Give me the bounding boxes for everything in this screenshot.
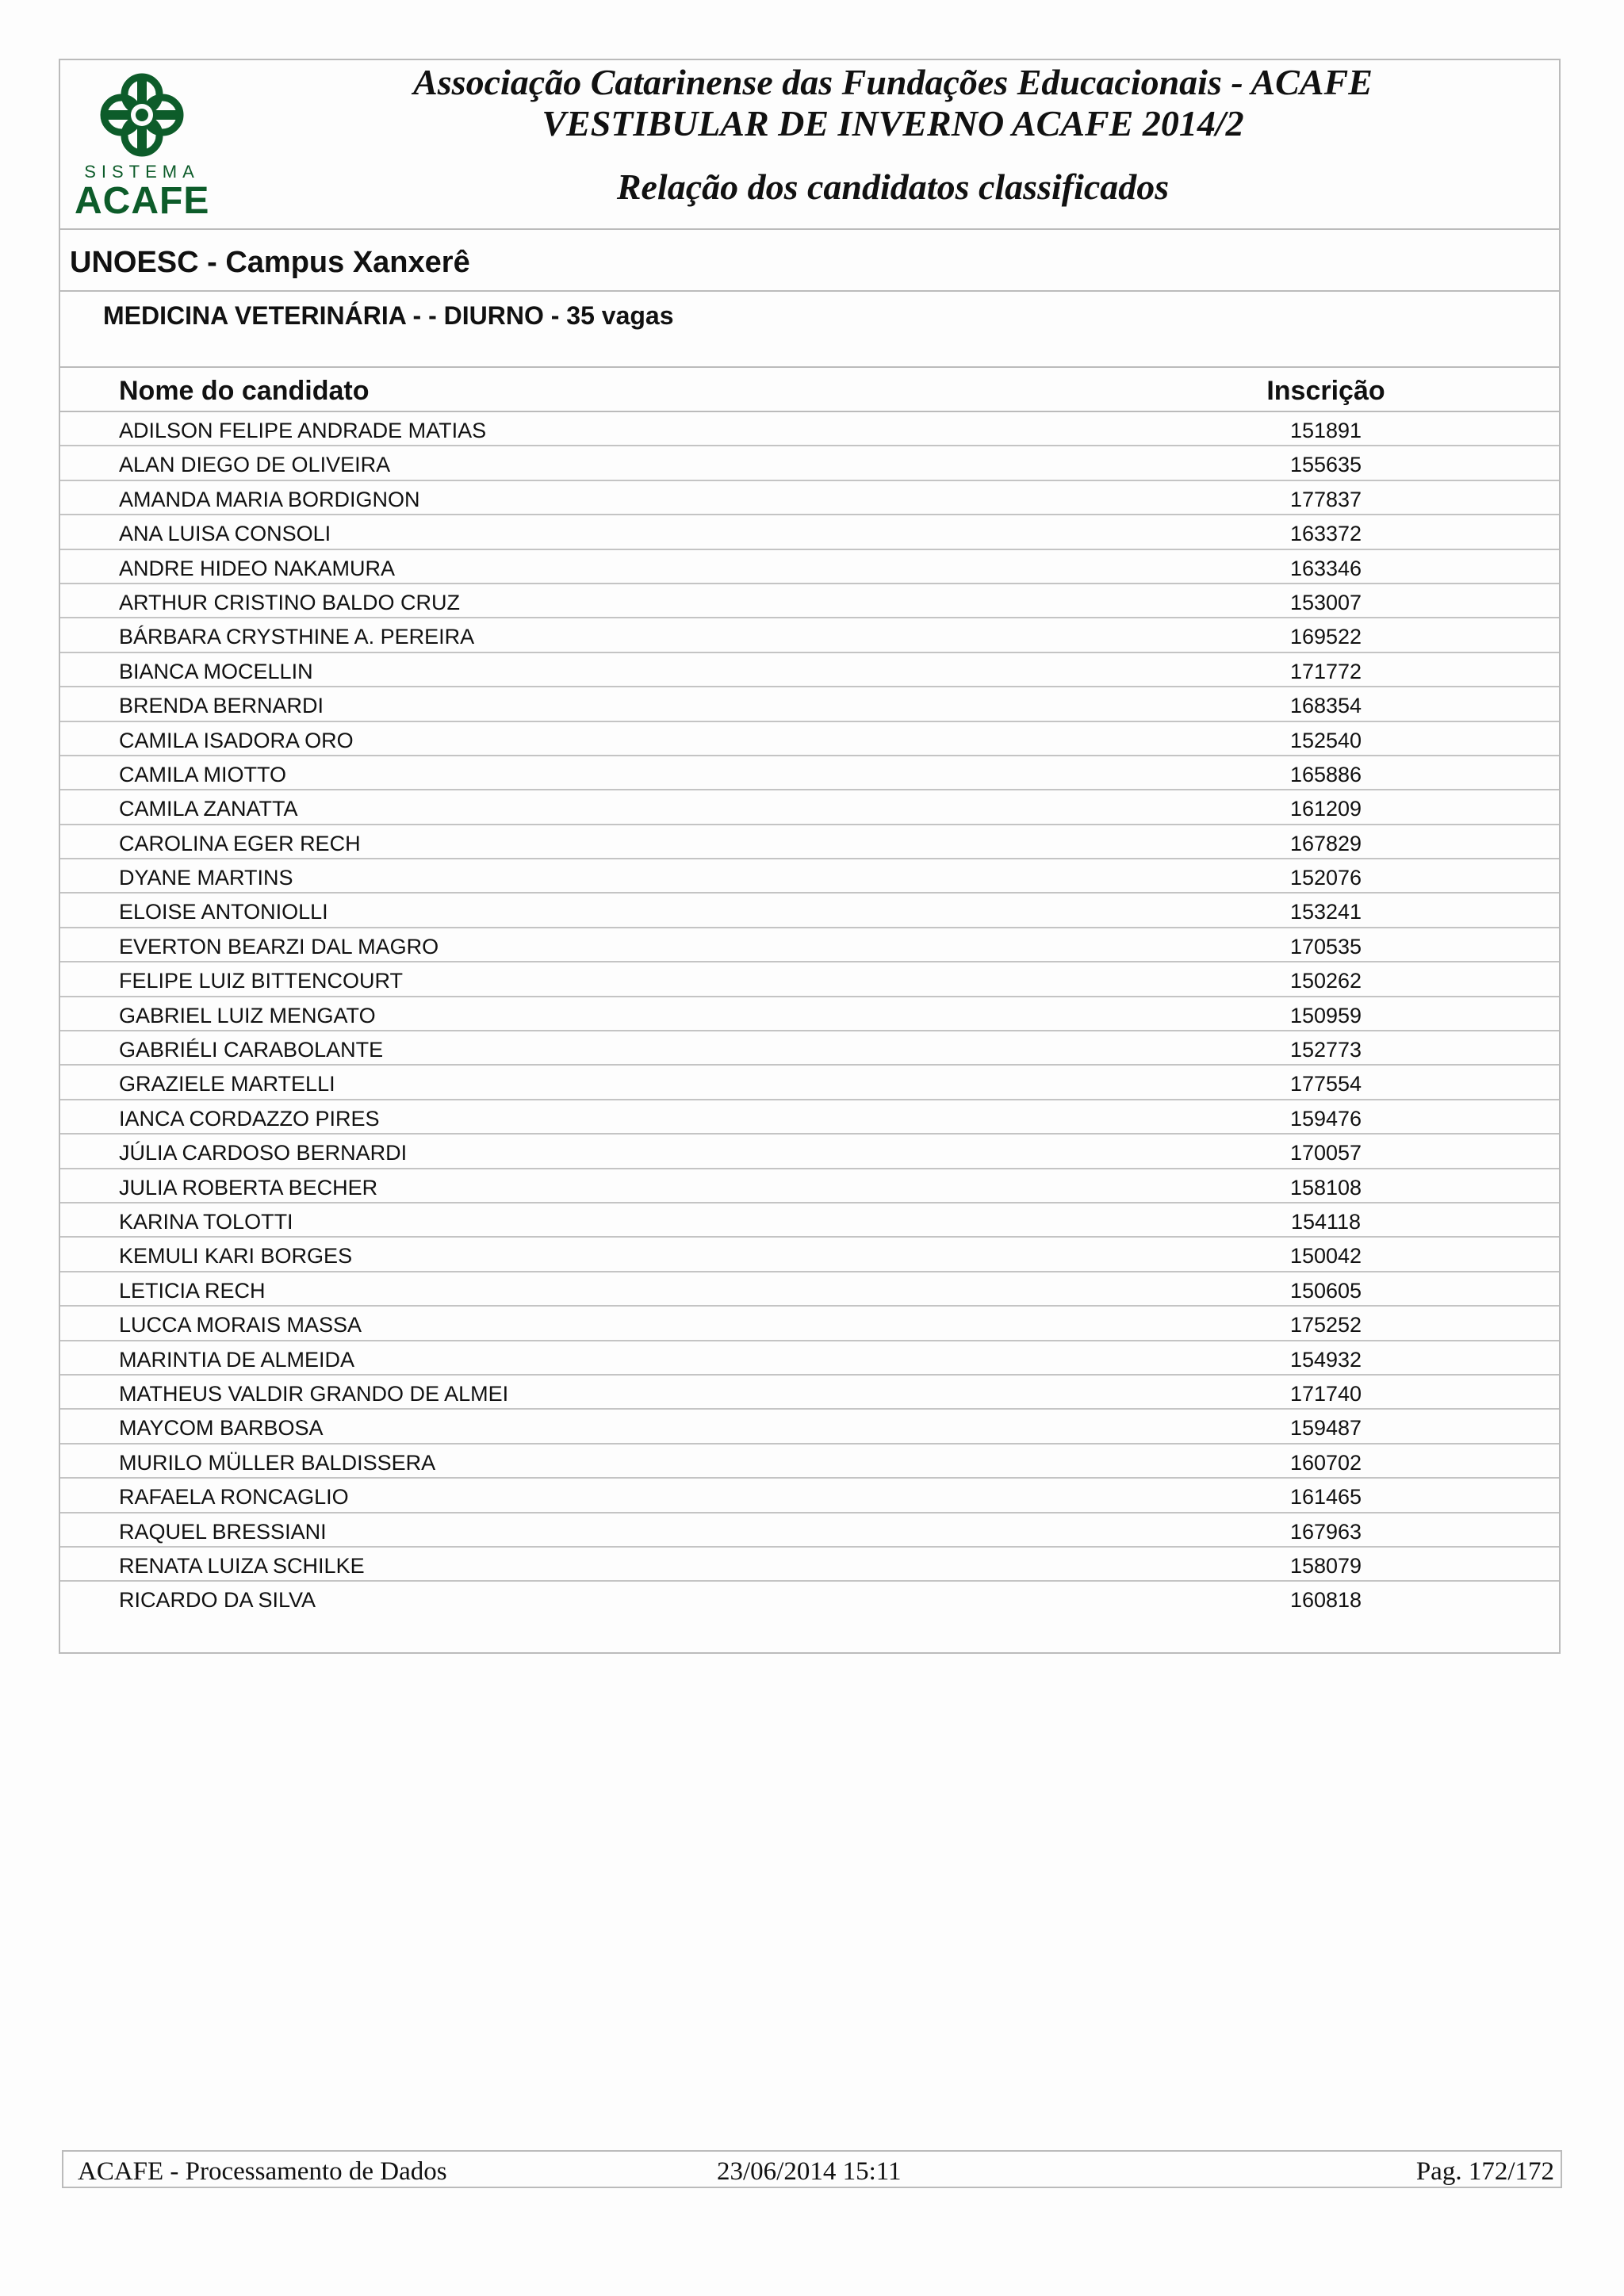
organization-title: Associação Catarinense das Fundações Educacionais - ACAFE — [413, 62, 1373, 102]
candidate-inscricao: 165886 — [1289, 762, 1362, 786]
candidate-name: CAROLINA EGER RECH — [119, 831, 361, 855]
table-row — [60, 1135, 1559, 1169]
candidate-name: KARINA TOLOTTI — [119, 1209, 293, 1234]
table-row — [60, 1169, 1559, 1203]
candidate-inscricao: 175252 — [1289, 1313, 1362, 1337]
table-row — [60, 859, 1559, 894]
table-row — [60, 825, 1559, 859]
table-row — [60, 962, 1559, 997]
table-row — [60, 1341, 1559, 1376]
candidate-inscricao: 163346 — [1289, 556, 1362, 580]
logo-acafe-text: ACAFE — [75, 180, 210, 222]
candidates-table-body — [60, 412, 1559, 1617]
candidate-name: GABRIÉLI CARABOLANTE — [119, 1038, 384, 1062]
candidate-name: FELIPE LUIZ BITTENCOURT — [119, 969, 404, 993]
table-row — [60, 1445, 1559, 1479]
candidate-inscricao: 171772 — [1289, 659, 1362, 683]
candidate-inscricao: 154932 — [1289, 1347, 1362, 1372]
table-row — [60, 1548, 1559, 1582]
candidate-name: RENATA LUIZA SCHILKE — [119, 1553, 365, 1578]
candidate-inscricao: 154118 — [1290, 1209, 1362, 1234]
table-row — [60, 446, 1559, 480]
table-row — [60, 687, 1559, 721]
table-row — [60, 894, 1559, 928]
table-row — [60, 412, 1559, 446]
candidate-name: CAMILA MIOTTO — [119, 762, 287, 786]
candidate-inscricao: 158079 — [1289, 1553, 1362, 1578]
candidate-name: ANA LUISA CONSOLI — [119, 522, 331, 546]
candidate-inscricao: 170057 — [1289, 1141, 1362, 1165]
candidate-inscricao: 150605 — [1289, 1278, 1362, 1303]
candidate-name: MURILO MÜLLER BALDISSERA — [119, 1450, 436, 1475]
candidate-inscricao: 161465 — [1289, 1485, 1362, 1510]
candidate-inscricao: 177837 — [1289, 487, 1362, 511]
table-row — [60, 1066, 1559, 1100]
candidate-name: GABRIEL LUIZ MENGATO — [119, 1003, 376, 1027]
table-row — [60, 1203, 1559, 1238]
candidate-inscricao: 169522 — [1289, 625, 1362, 649]
table-row — [60, 1479, 1559, 1513]
candidate-inscricao: 155635 — [1289, 453, 1362, 477]
candidate-name: DYANE MARTINS — [119, 866, 293, 890]
table-row — [60, 997, 1559, 1031]
candidate-inscricao: 161209 — [1289, 797, 1362, 821]
footer-page-number: Pag. 172/172 — [1415, 2157, 1554, 2186]
candidate-inscricao: 177554 — [1289, 1072, 1362, 1096]
table-row — [60, 1410, 1559, 1444]
table-row — [60, 1582, 1559, 1616]
campus-section — [60, 228, 1559, 292]
candidate-name: RAQUEL BRESSIANI — [119, 1519, 327, 1544]
candidate-inscricao: 160818 — [1289, 1588, 1362, 1613]
candidate-inscricao: 163372 — [1289, 522, 1362, 546]
candidate-inscricao: 152773 — [1289, 1038, 1362, 1062]
footer-source: ACAFE - Processamento de Dados — [78, 2157, 447, 2186]
page-footer — [62, 2150, 1562, 2188]
candidate-name: ELOISE ANTONIOLLI — [119, 900, 328, 924]
candidate-inscricao: 167829 — [1289, 831, 1362, 855]
table-row — [60, 1513, 1559, 1548]
candidate-name: MAYCOM BARBOSA — [119, 1416, 324, 1441]
candidate-name: IANCA CORDAZZO PIRES — [119, 1106, 380, 1131]
candidate-name: ALAN DIEGO DE OLIVEIRA — [119, 453, 391, 477]
candidate-name: CAMILA ISADORA ORO — [119, 728, 354, 752]
table-row — [60, 653, 1559, 687]
course-title: MEDICINA VETERINÁRIA - - DIURNO - 35 vagas — [103, 301, 674, 330]
candidate-name: GRAZIELE MARTELLI — [119, 1072, 335, 1096]
table-row — [60, 1272, 1559, 1307]
column-header-name: Nome do candidato — [119, 376, 370, 406]
candidate-name: RICARDO DA SILVA — [119, 1588, 316, 1613]
candidate-name: LUCCA MORAIS MASSA — [119, 1313, 362, 1337]
table-row — [60, 481, 1559, 515]
candidate-inscricao: 152076 — [1289, 866, 1362, 890]
candidate-name: ADILSON FELIPE ANDRADE MATIAS — [119, 419, 487, 442]
candidate-name: ANDRE HIDEO NAKAMURA — [119, 556, 396, 580]
candidate-inscricao: 153241 — [1289, 900, 1362, 924]
candidate-inscricao: 150262 — [1289, 969, 1362, 993]
candidate-name: LETICIA RECH — [119, 1278, 266, 1303]
candidate-name: AMANDA MARIA BORDIGNON — [119, 487, 420, 511]
candidate-inscricao: 150959 — [1289, 1003, 1362, 1027]
table-row — [60, 1100, 1559, 1135]
table-row — [60, 722, 1559, 756]
candidate-name: CAMILA ZANATTA — [119, 797, 298, 821]
campus-title: UNOESC - Campus Xanxerê — [70, 246, 470, 279]
logo-sistema-text: SISTEMA — [84, 162, 200, 182]
document-frame — [59, 59, 1561, 1654]
candidate-inscricao: 160702 — [1289, 1450, 1362, 1475]
candidate-name: BÁRBARA CRYSTHINE A. PEREIRA — [119, 625, 475, 649]
exam-title: VESTIBULAR DE INVERNO ACAFE 2014/2 — [542, 103, 1244, 144]
acafe-emblem-icon — [75, 68, 209, 163]
table-row — [60, 928, 1559, 962]
candidate-name: RAFAELA RONCAGLIO — [119, 1485, 349, 1510]
candidate-name: KEMULI KARI BORGES — [119, 1244, 353, 1269]
candidate-inscricao: 171740 — [1289, 1381, 1362, 1406]
table-row — [60, 1238, 1559, 1272]
column-header-inscricao: Inscrição — [1266, 376, 1385, 406]
candidate-name: BRENDA BERNARDI — [119, 694, 324, 718]
table-row — [60, 790, 1559, 825]
table-row — [60, 1031, 1559, 1066]
candidate-inscricao: 153007 — [1289, 590, 1362, 614]
footer-timestamp: 23/06/2014 15:11 — [717, 2157, 902, 2186]
candidate-name: MATHEUS VALDIR GRANDO DE ALMEI — [119, 1381, 509, 1406]
acafe-logo — [75, 68, 209, 222]
table-row — [60, 584, 1559, 618]
table-row — [60, 1307, 1559, 1341]
candidate-inscricao: 170535 — [1289, 934, 1362, 959]
candidate-inscricao: 159476 — [1289, 1106, 1362, 1131]
candidate-name: MARINTIA DE ALMEIDA — [119, 1347, 355, 1372]
candidate-name: JULIA ROBERTA BECHER — [119, 1175, 378, 1200]
list-title: Relação dos candidatos classificados — [616, 166, 1170, 207]
candidate-inscricao: 159487 — [1289, 1416, 1362, 1441]
candidate-name: EVERTON BEARZI DAL MAGRO — [119, 934, 439, 959]
candidate-inscricao: 168354 — [1289, 694, 1362, 718]
table-row — [60, 550, 1559, 584]
candidate-inscricao: 152540 — [1289, 728, 1362, 752]
candidate-inscricao: 151891 — [1289, 419, 1362, 442]
table-row — [60, 1376, 1559, 1410]
candidate-name: ARTHUR CRISTINO BALDO CRUZ — [119, 590, 461, 614]
candidate-inscricao: 167963 — [1289, 1519, 1362, 1544]
table-header — [60, 366, 1559, 412]
course-section — [60, 290, 1559, 368]
candidate-name: JÚLIA CARDOSO BERNARDI — [119, 1141, 408, 1165]
candidate-inscricao: 158108 — [1289, 1175, 1362, 1200]
document-header — [60, 60, 1559, 230]
candidate-name: BIANCA MOCELLIN — [119, 659, 313, 683]
table-row — [60, 515, 1559, 549]
table-row — [60, 756, 1559, 790]
table-row — [60, 618, 1559, 652]
candidate-inscricao: 150042 — [1289, 1244, 1362, 1269]
